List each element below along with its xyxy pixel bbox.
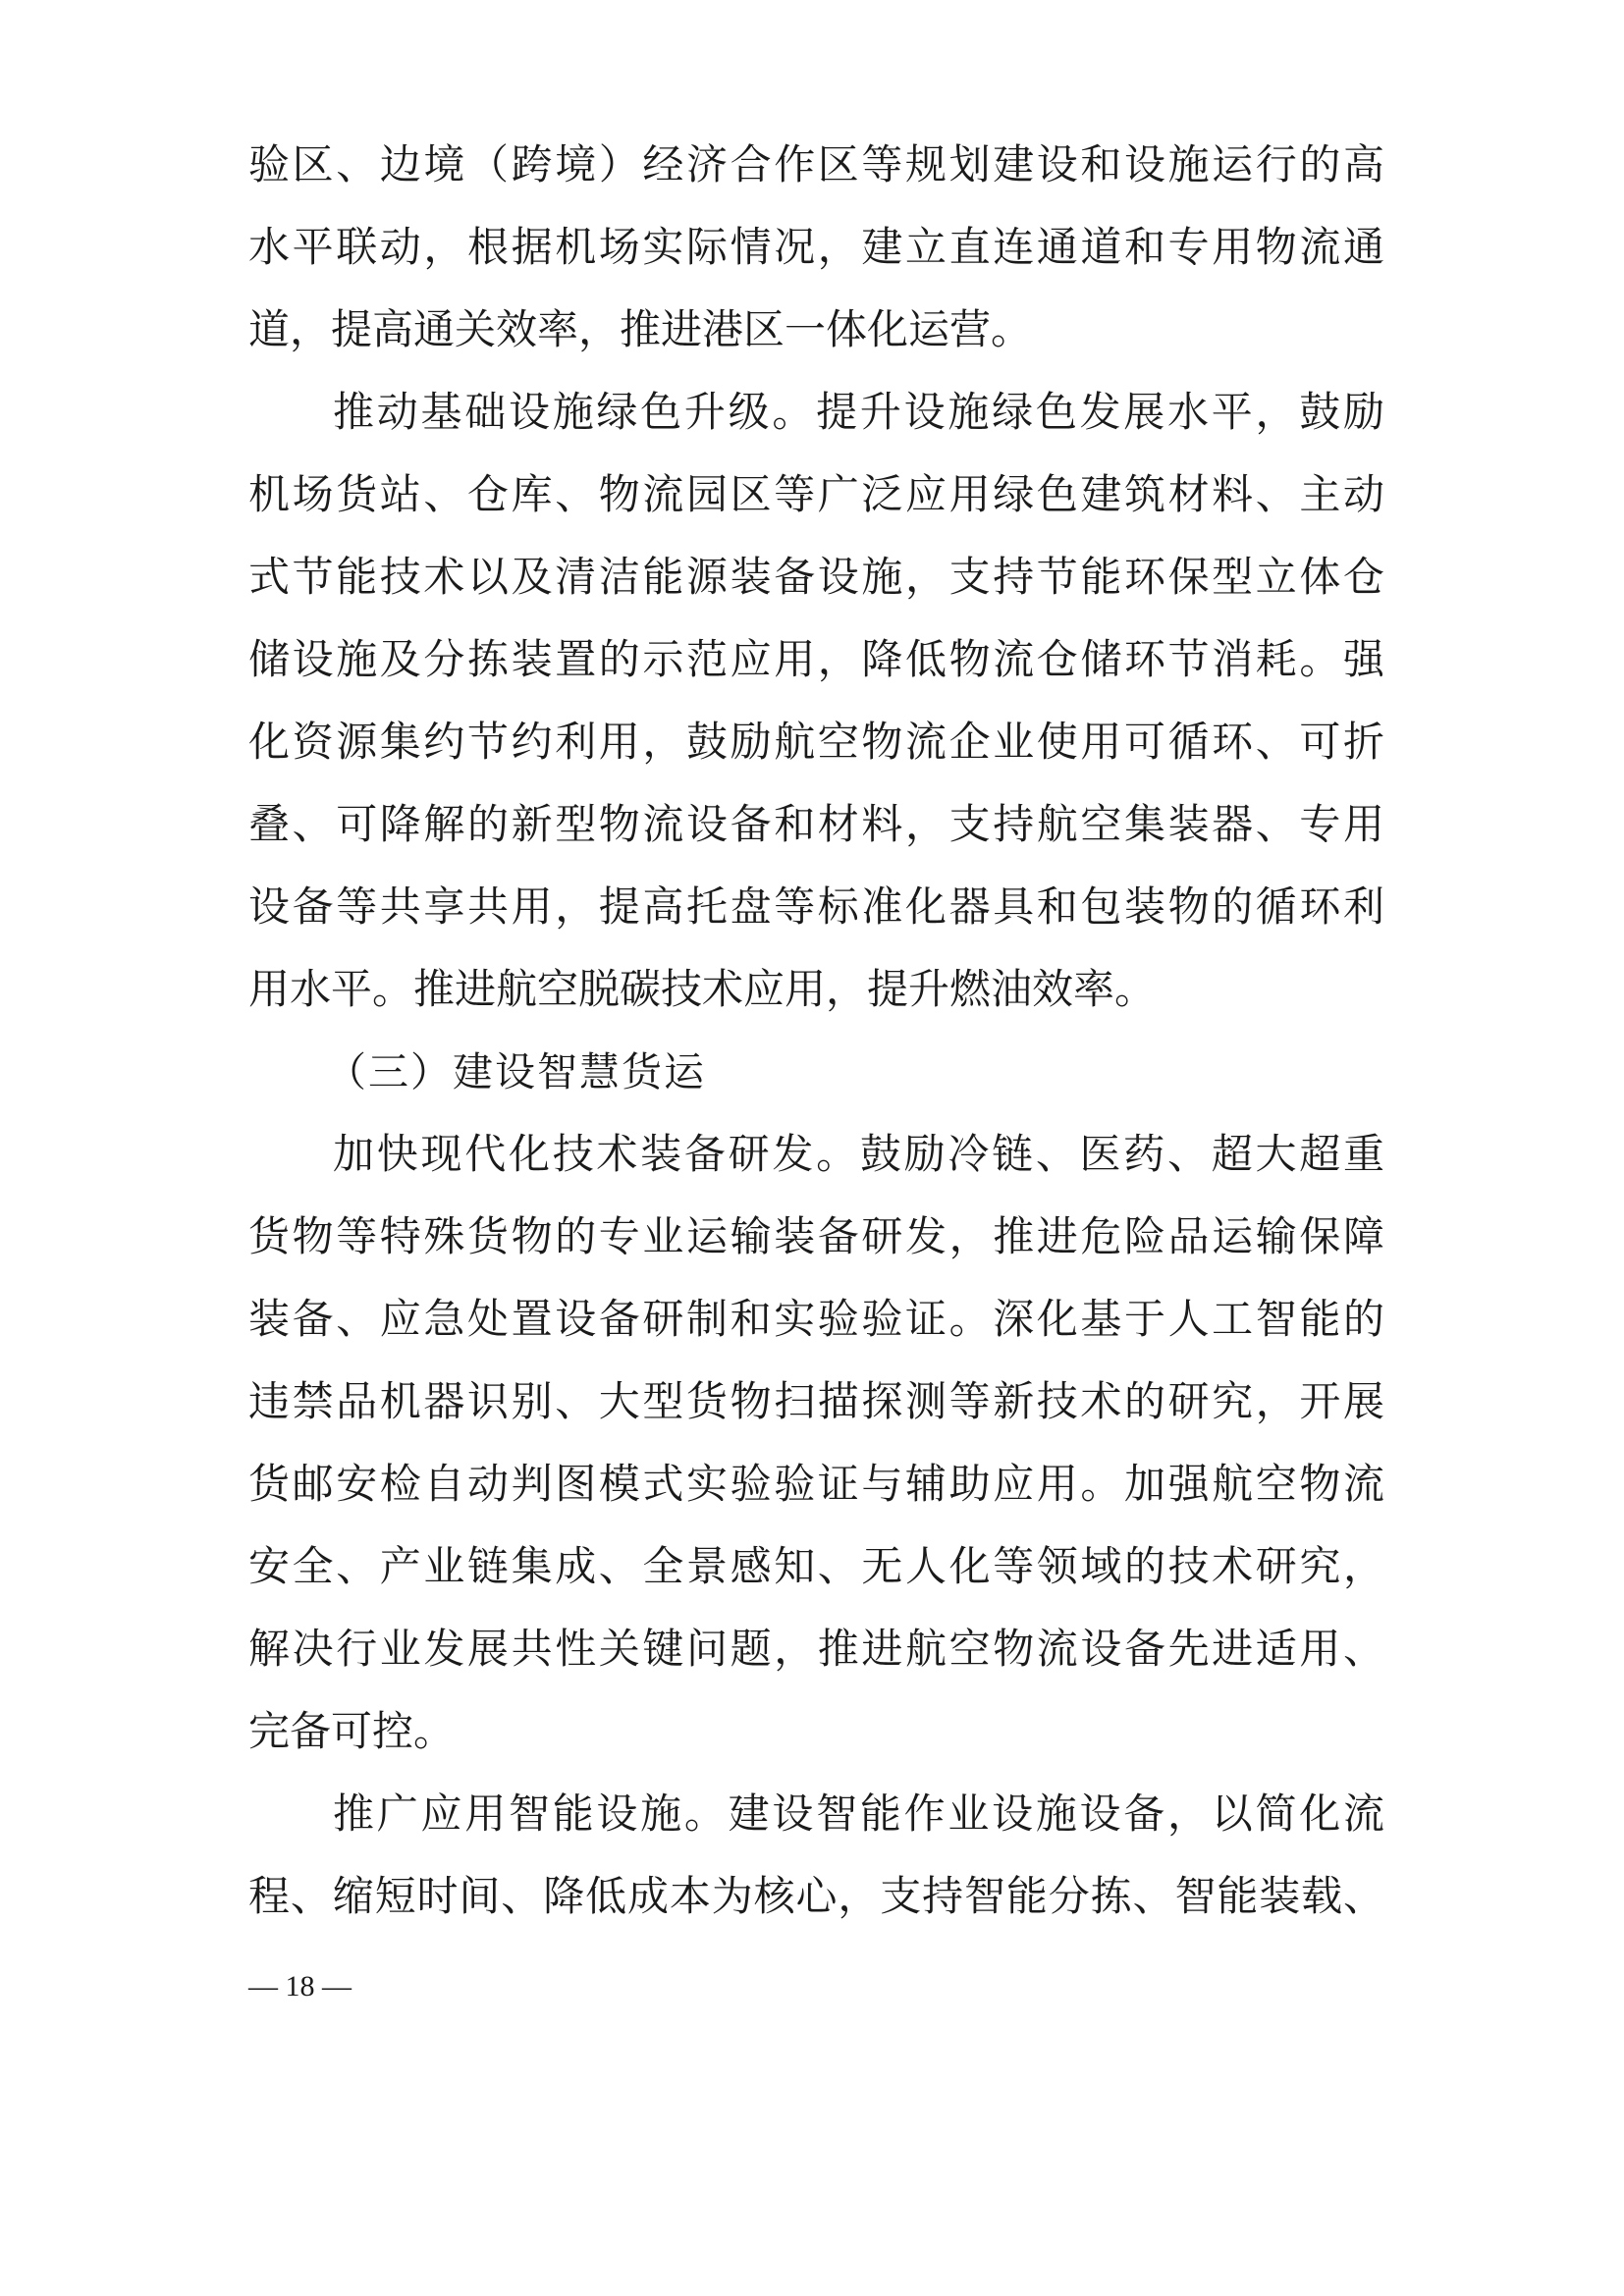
paragraph-line: 用水平。推进航空脱碳技术应用，提升燃油效率。 [248, 965, 1157, 1013]
paragraph-line: 储设施及分拣装置的示范应用，降低物流仓储环节消耗。强 [248, 635, 1384, 683]
paragraph-line: 化资源集约节约利用，鼓励航空物流企业使用可循环、可折 [248, 718, 1384, 766]
paragraph-line: 装备、应急处置设备研制和实验验证。深化基于人工智能的 [248, 1295, 1384, 1343]
paragraph-line: 推广应用智能设施。建设智能作业设施设备，以简化流 [333, 1789, 1384, 1838]
paragraph-line: 叠、可降解的新型物流设备和材料，支持航空集装器、专用 [248, 800, 1384, 848]
paragraph-line: 安全、产业链集成、全景感知、无人化等领域的技术研究， [248, 1542, 1384, 1590]
paragraph-line: 加快现代化技术装备研发。鼓励冷链、医药、超大超重 [333, 1130, 1384, 1178]
paragraph-line: 道，提高通关效率，推进港区一体化运营。 [248, 305, 1033, 353]
paragraph-line: 机场货站、仓库、物流园区等广泛应用绿色建筑材料、主动 [248, 470, 1384, 518]
paragraph-line: 解决行业发展共性关键问题，推进航空物流设备先进适用、 [248, 1625, 1384, 1673]
paragraph-line: 完备可控。 [248, 1707, 456, 1755]
section-heading: （三）建设智慧货运 [326, 1048, 706, 1095]
paragraph-line: 货邮安检自动判图模式实验验证与辅助应用。加强航空物流 [248, 1460, 1384, 1508]
page-number: — 18 — [248, 1970, 352, 2002]
paragraph-line: 程、缩短时间、降低成本为核心，支持智能分拣、智能装载、 [248, 1872, 1384, 1920]
paragraph-line: 式节能技术以及清洁能源装备设施，支持节能环保型立体仓 [248, 553, 1384, 601]
paragraph-line: 水平联动，根据机场实际情况，建立直连通道和专用物流通 [248, 223, 1384, 271]
paragraph-line: 推动基础设施绿色升级。提升设施绿色发展水平，鼓励 [333, 388, 1384, 436]
paragraph-line: 设备等共享共用，提高托盘等标准化器具和包装物的循环利 [248, 882, 1384, 931]
paragraph-line: 验区、边境（跨境）经济合作区等规划建设和设施运行的高 [248, 140, 1384, 188]
paragraph-line: 违禁品机器识别、大型货物扫描探测等新技术的研究，开展 [248, 1377, 1384, 1425]
paragraph-line: 货物等特殊货物的专业运输装备研发，推进危险品运输保障 [248, 1212, 1384, 1260]
